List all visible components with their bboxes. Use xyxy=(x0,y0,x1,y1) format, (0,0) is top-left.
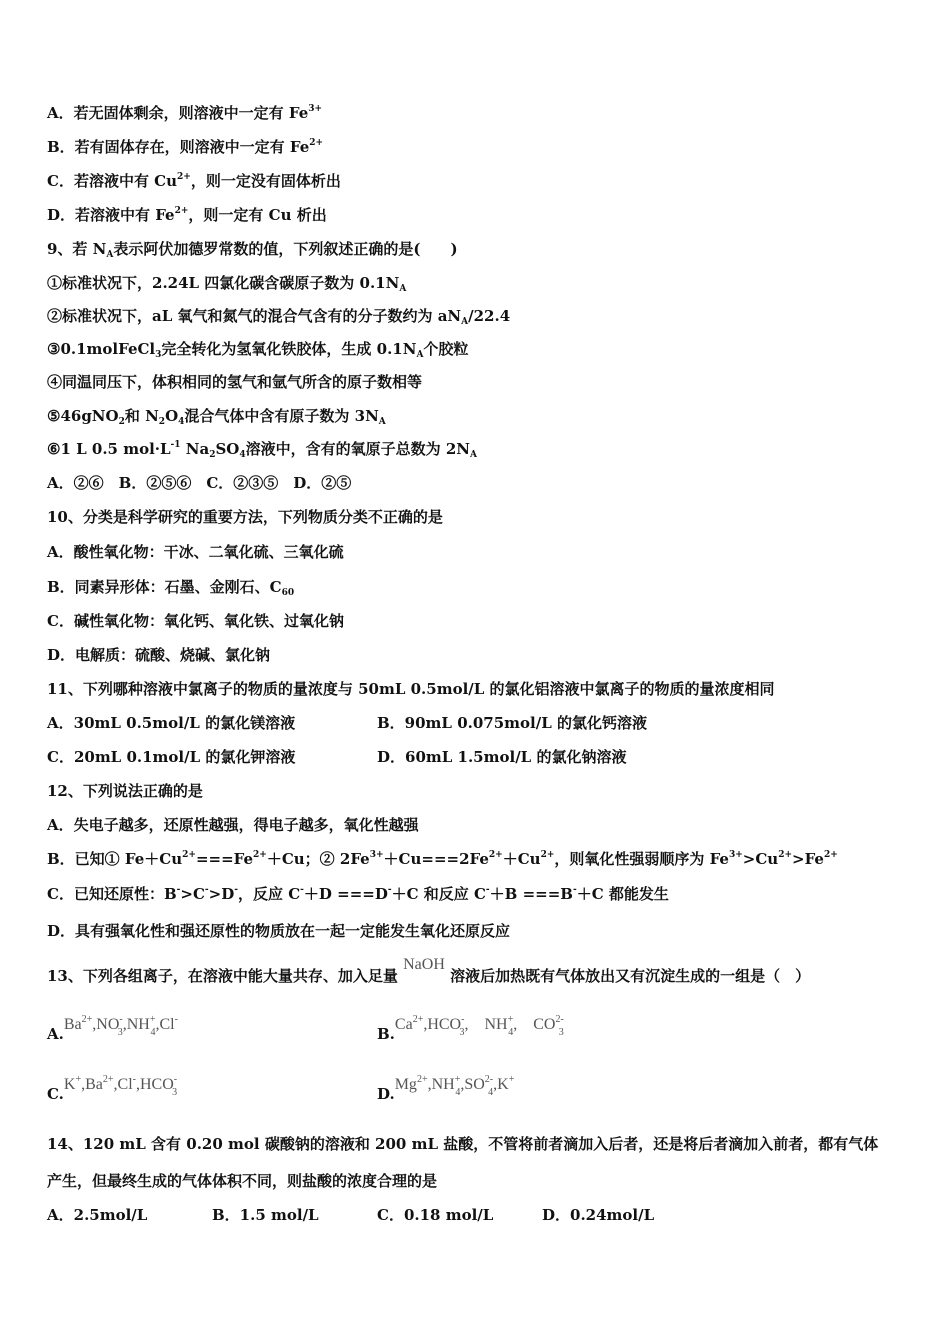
superscript: 3+ xyxy=(308,104,323,114)
ion-charge: - xyxy=(461,1014,465,1025)
text-run: O xyxy=(165,407,179,425)
text-run: B. xyxy=(377,1025,395,1043)
text-run: D．具有强氧化性和强还原性的物质放在一起一定能发生氧化还原反应 xyxy=(47,922,511,940)
text-run: 9、若 N xyxy=(47,240,107,258)
answer-option xyxy=(377,1074,515,1107)
text-run: ＋Cu xyxy=(502,850,541,868)
ion-charge: + xyxy=(149,1014,156,1025)
text-run: C．0.18 mol/L xyxy=(377,1206,494,1224)
text-run: ②标准状况下，aL 氧气和氮气的混合气含有的分子数约为 aN xyxy=(47,307,462,325)
text-run: /22.4 xyxy=(468,307,511,325)
ion-charge: + xyxy=(507,1014,514,1025)
text-run: B．若有固体存在，则溶液中一定有 Fe xyxy=(47,138,310,156)
superscript: -1 xyxy=(170,440,181,450)
ion-formula: ,K xyxy=(493,1076,509,1093)
answer-option xyxy=(47,1205,147,1225)
text-run: ，则一定没有固体析出 xyxy=(190,172,341,190)
text-run: D．60mL 1.5mol/L 的氯化钠溶液 xyxy=(377,748,627,766)
text-run: 产生，但最终生成的气体体积不同，则盐酸的浓度合理的是 xyxy=(47,1172,438,1190)
text-run: ⑥1 L 0.5 mol·L xyxy=(47,440,171,458)
text-line xyxy=(47,849,838,872)
text-run: D．电解质：硫酸、烧碱、氯化钠 xyxy=(47,646,271,664)
ion-charge: 2- xyxy=(555,1014,564,1025)
superscript: 2+ xyxy=(253,850,267,860)
answer-option xyxy=(377,1205,493,1225)
superscript: 2+ xyxy=(174,206,189,216)
subscript: A xyxy=(378,417,386,427)
text-run: SO xyxy=(215,440,240,458)
text-line xyxy=(47,171,341,194)
text-line xyxy=(47,921,510,941)
text-run: ===Fe xyxy=(195,850,254,868)
ion-formula: ,Cl xyxy=(155,1016,175,1033)
ion-charge: + xyxy=(75,1074,82,1085)
ion-charge: 2+ xyxy=(102,1074,114,1085)
ion-formula: K xyxy=(63,1076,76,1093)
ion-formula: ,HCO xyxy=(423,1016,462,1033)
text-run: ③0.1molFeCl xyxy=(47,340,156,358)
ion-formula: ,SO xyxy=(460,1076,485,1093)
text-run: A．②⑥ B．②⑤⑥ C．②③⑤ D．②⑤ xyxy=(47,474,352,492)
ion-subscript: 4 xyxy=(150,1027,156,1038)
ion-subscript: 3 xyxy=(459,1027,465,1038)
text-run: C．若溶液中有 Cu xyxy=(47,172,178,190)
text-line xyxy=(47,473,351,493)
text-line xyxy=(47,306,510,329)
question-stem xyxy=(47,507,443,527)
superscript: - xyxy=(204,885,209,895)
text-run: B．已知① Fe＋Cu xyxy=(47,850,183,868)
text-run: B．1.5 mol/L xyxy=(212,1206,319,1224)
text-run: A. xyxy=(47,1025,64,1043)
text-line xyxy=(47,137,323,160)
subscript: 2 xyxy=(118,417,125,427)
ion-formula: Mg xyxy=(394,1076,417,1093)
superscript: 2+ xyxy=(488,850,503,860)
text-line xyxy=(47,577,294,600)
text-run: Na xyxy=(180,440,210,458)
subscript: 60 xyxy=(281,588,295,598)
subscript: 3 xyxy=(155,350,162,360)
ion-charge: 2+ xyxy=(412,1014,424,1025)
text-line xyxy=(47,542,344,562)
superscript: 2+ xyxy=(182,850,196,860)
superscript: - xyxy=(387,885,392,895)
text-run: ＋Cu；② 2Fe xyxy=(266,850,370,868)
text-line xyxy=(47,339,468,362)
subscript: 4 xyxy=(178,417,185,427)
text-line xyxy=(47,406,386,429)
answer-option xyxy=(47,1014,178,1047)
text-run: 和 N xyxy=(124,407,159,425)
ion-charge: - xyxy=(119,1014,123,1025)
text-run: ＋Cu===2Fe xyxy=(383,850,489,868)
text-run: B．90mL 0.075mol/L 的氯化钙溶液 xyxy=(377,714,647,732)
ion-charge: 2+ xyxy=(81,1014,93,1025)
text-run: 11、下列哪种溶液中氯离子的物质的量浓度与 50mL 0.5mol/L 的氯化铝溶液中氯离子的物质的量浓度相同 xyxy=(47,680,775,698)
text-run: A．若无固体剩余，则溶液中一定有 Fe xyxy=(47,104,309,122)
text-run: 个胶粒 xyxy=(423,340,469,358)
text-run: C. xyxy=(47,1085,64,1103)
text-run: 10、分类是科学研究的重要方法，下列物质分类不正确的是 xyxy=(47,508,443,526)
text-line xyxy=(47,273,406,296)
question-stem xyxy=(47,239,458,262)
text-run: A．失电子越多，还原性越强，得电子越多，氧化性越强 xyxy=(47,816,419,834)
ion-charge: - xyxy=(174,1014,178,1025)
text-line xyxy=(47,439,477,462)
ion-charge: - xyxy=(132,1074,136,1085)
superscript: 2+ xyxy=(823,850,838,860)
superscript: 2+ xyxy=(309,138,324,148)
text-line xyxy=(47,372,422,392)
answer-option xyxy=(212,1205,319,1225)
text-run: 12、下列说法正确的是 xyxy=(47,782,203,800)
text-run: ，则氧化性强弱顺序为 Fe xyxy=(554,850,729,868)
subscript: A xyxy=(416,350,424,360)
subscript: 2 xyxy=(158,417,166,427)
subscript: 4 xyxy=(239,450,246,460)
text-run: C．20mL 0.1mol/L 的氯化钾溶液 xyxy=(47,748,296,766)
ion-formula: ,Ba xyxy=(81,1076,103,1093)
ion-formula: , CO xyxy=(513,1016,556,1033)
answer-option xyxy=(377,713,647,733)
ion-formula: ,NH xyxy=(122,1016,150,1033)
text-run: >Fe xyxy=(792,850,824,868)
ion-charge: + xyxy=(454,1074,461,1085)
text-run: ，反应 C xyxy=(237,885,301,903)
subscript: A xyxy=(399,284,407,294)
text-run: D. xyxy=(377,1085,395,1103)
superscript: 2+ xyxy=(778,850,793,860)
ion-charge: 2- xyxy=(484,1074,494,1085)
formula-naoh: NaOH xyxy=(403,956,445,973)
subscript: A xyxy=(106,250,114,260)
text-run: ＋C 都能发生 xyxy=(576,885,669,903)
text-run: A．30mL 0.5mol/L 的氯化镁溶液 xyxy=(47,714,296,732)
question-stem xyxy=(47,679,775,699)
ion-subscript: 4 xyxy=(455,1087,461,1098)
text-run: C．已知还原性：B xyxy=(47,885,177,903)
ion-subscript: 3 xyxy=(558,1027,564,1038)
text-line xyxy=(47,645,270,665)
text-run: >D xyxy=(208,885,235,903)
subscript: A xyxy=(470,450,477,460)
ion-formula: ,NO xyxy=(92,1016,120,1033)
ion-formula: ,NH xyxy=(427,1076,455,1093)
superscript: - xyxy=(572,885,577,895)
text-run: 表示阿伏加德罗常数的值，下列叙述正确的是( ) xyxy=(113,240,458,258)
text-run: ＋B ===B xyxy=(489,885,573,903)
superscript: - xyxy=(234,885,238,895)
subscript: 2 xyxy=(209,450,216,460)
text-run: A．2.5mol/L xyxy=(47,1206,148,1224)
answer-option xyxy=(47,1074,178,1107)
superscript: - xyxy=(485,885,490,895)
ion-formula: Ba xyxy=(63,1016,82,1033)
superscript: 3+ xyxy=(728,850,743,860)
text-line xyxy=(47,815,419,835)
text-run: 溶液中，含有的氧原子总数为 2N xyxy=(245,440,471,458)
text-run: D．0.24mol/L xyxy=(542,1206,655,1224)
superscript: - xyxy=(176,885,181,895)
text-run: 14、120 mL 含有 0.20 mol 碳酸钠的溶液和 200 mL 盐酸，不管将前者滴加入后者，还是将后者滴加入前者，都有气体 xyxy=(47,1135,879,1153)
ion-formula: ,HCO xyxy=(136,1076,174,1093)
ion-charge: + xyxy=(508,1074,515,1085)
text-run: ④同温同压下，体积相同的氢气和氩气所含的原子数相等 xyxy=(47,373,423,391)
answer-option xyxy=(377,747,626,767)
answer-option xyxy=(542,1205,654,1225)
ion-formula: Ca xyxy=(394,1016,413,1033)
text-run: 溶液后加热既有气体放出又有沉淀生成的一组是（ ） xyxy=(444,967,811,985)
superscript: 2+ xyxy=(177,172,191,182)
superscript: 2+ xyxy=(540,850,555,860)
text-line xyxy=(47,103,322,126)
text-line xyxy=(47,1171,437,1191)
answer-option xyxy=(377,1014,564,1047)
text-run: >Cu xyxy=(742,850,779,868)
text-run: D．若溶液中有 Fe xyxy=(47,206,175,224)
superscript: - xyxy=(300,885,304,895)
text-run: 13、下列各组离子，在溶液中能大量共存、加入足量 xyxy=(47,967,404,985)
text-run: ＋C 和反应 C xyxy=(391,885,486,903)
ion-subscript: 3 xyxy=(172,1087,178,1098)
text-run: B．同素异形体：石墨、金刚石、C xyxy=(47,578,282,596)
text-run: 完全转化为氢氧化铁胶体，生成 0.1N xyxy=(161,340,417,358)
text-run: ⑤46gNO xyxy=(47,407,119,425)
text-run: ＋D ===D xyxy=(303,885,388,903)
answer-option xyxy=(47,747,295,767)
text-line xyxy=(47,205,327,228)
ion-formula: ,Cl xyxy=(113,1076,133,1093)
ion-subscript: 3 xyxy=(117,1027,123,1038)
ion-subscript: 4 xyxy=(488,1087,494,1098)
text-run: 混合气体中含有原子数为 3N xyxy=(184,407,379,425)
text-run: ①标准状况下，2.24L 四氯化碳含碳原子数为 0.1N xyxy=(47,274,400,292)
text-run: A．酸性氧化物：干冰、二氧化硫、三氧化硫 xyxy=(47,543,344,561)
question-stem xyxy=(47,1134,878,1154)
subscript: A xyxy=(461,317,469,327)
ion-charge: - xyxy=(173,1074,178,1085)
question-stem xyxy=(47,781,203,801)
text-run: ，则一定有 Cu 析出 xyxy=(188,206,327,224)
text-run: >C xyxy=(180,885,205,903)
text-run: C．碱性氧化物：氧化钙、氧化铁、过氧化钠 xyxy=(47,612,344,630)
ion-formula: , NH xyxy=(464,1016,508,1033)
text-line xyxy=(47,611,344,631)
ion-subscript: 4 xyxy=(508,1027,514,1038)
answer-option xyxy=(47,713,295,733)
superscript: 3+ xyxy=(369,850,384,860)
text-line xyxy=(47,884,669,907)
question-stem xyxy=(47,956,811,987)
ion-charge: 2+ xyxy=(416,1074,428,1085)
